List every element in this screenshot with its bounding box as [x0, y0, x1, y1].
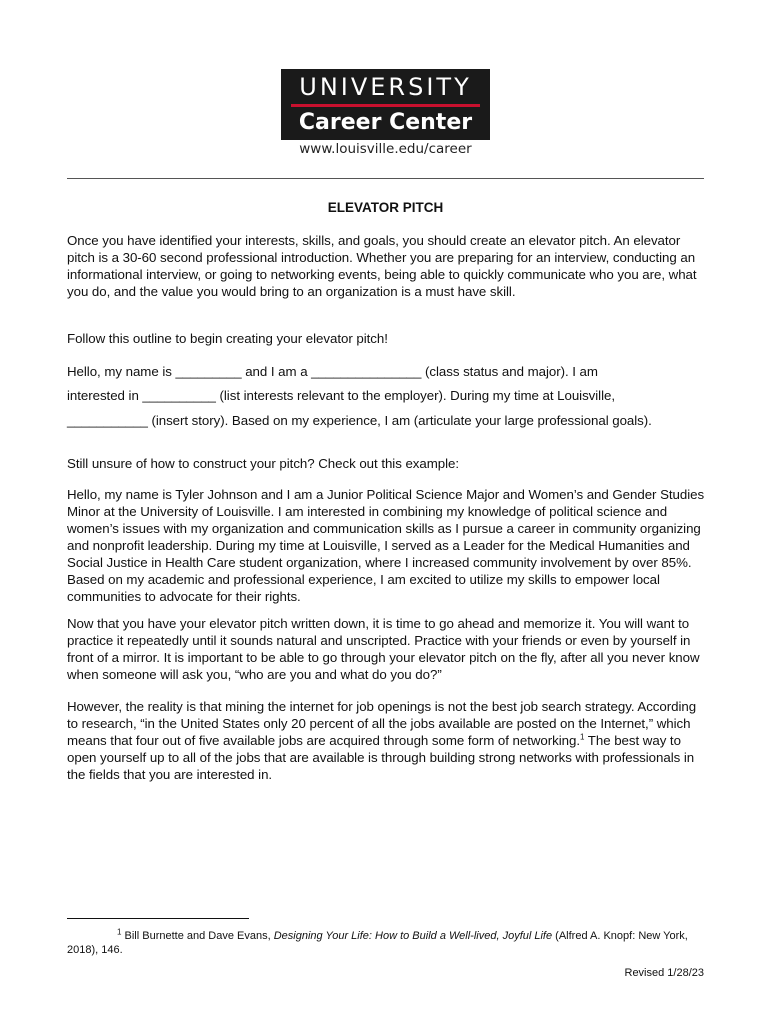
- footnote: [67, 929, 707, 957]
- example-paragraph: Hello, my name is Tyler Johnson and I am a Junior Political Science Major and Women’s and Gender Studies Minor at the University of Louisville. I am interested in combining my knowledge of political science and women’s issues with my organization and communication skills as I pursue a career in community organizing and nonprofit leadership. During my time at Louisville, I served as a Leader for the Medical Humanities and Social Justice in Health Care student organization, where I increased community involvement by over 85%. Based on my academic and professional experience, I am excited to utilize my skills to empower local communities to advocate for their rights.: [67, 487, 705, 604]
- template-line-3: ___________ (insert story). Based on my experience, I am (articulate your large professional goals).: [67, 413, 652, 428]
- networking-paragraph: [67, 698, 707, 783]
- revised-date: Revised 1/28/23: [624, 967, 704, 979]
- website-url: www.louisville.edu/career: [299, 141, 472, 157]
- networking-text-1: However, the reality is that mining the internet for job openings is not the best job search strategy. According to research, “in the United States only 20 percent of all the jobs available are posted on the Internet,” which means that four out of five available jobs are acquired through some form of networking.: [67, 699, 697, 748]
- career-center-logo: [281, 69, 490, 140]
- practice-paragraph: Now that you have your elevator pitch written down, it is time to go ahead and memorize it. You will want to practice it repeatedly until it sounds natural and unscripted. Practice with your friends or even by yourself in front of a mirror. It is important to be able to go through your elevator pitch on the fly, after all you never know when someone will ask you, “who are you and what do you do?”: [67, 616, 700, 682]
- template-line-2: interested in __________ (list interests relevant to the employer). During my time at Louisville,: [67, 388, 615, 403]
- page-title: ELEVATOR PITCH: [327, 200, 444, 215]
- networking-text-2: The best way to open yourself up to all of the jobs that are available is through building strong networks with professionals in the fields that you are interested in.: [67, 733, 695, 782]
- footnote-divider: [67, 918, 249, 919]
- header-divider: [67, 178, 704, 179]
- template-line-1: Hello, my name is _________ and I am a _______________ (class status and major). I am: [67, 364, 598, 379]
- logo-university-text: UNIVERSITY: [299, 73, 472, 101]
- footnote-number: 1: [117, 927, 122, 937]
- example-intro: Still unsure of how to construct your pitch? Check out this example:: [67, 456, 460, 471]
- outline-intro: Follow this outline to begin creating your elevator pitch!: [67, 331, 388, 346]
- logo-red-rule: [291, 104, 480, 107]
- footnote-publication: (Alfred A. Knopf: New York, 2018), 146.: [67, 930, 688, 956]
- footnote-book-title: Designing Your Life: How to Build a Well-lived, Joyful Life: [273, 930, 553, 942]
- footnote-authors: Bill Burnette and Dave Evans,: [121, 930, 274, 942]
- logo-career-center-text: Career Center: [298, 110, 473, 135]
- footnote-reference: 1: [580, 732, 585, 742]
- intro-paragraph: Once you have identified your interests, skills, and goals, you should create an elevator pitch. An elevator pitch is a 30-60 second professional introduction. Whether you are preparing for an interview, conducting an informational interview, or going to networking events, being able to quickly communicate who you are, what you do, and the value you would bring to an organization is a must have skill.: [67, 233, 697, 299]
